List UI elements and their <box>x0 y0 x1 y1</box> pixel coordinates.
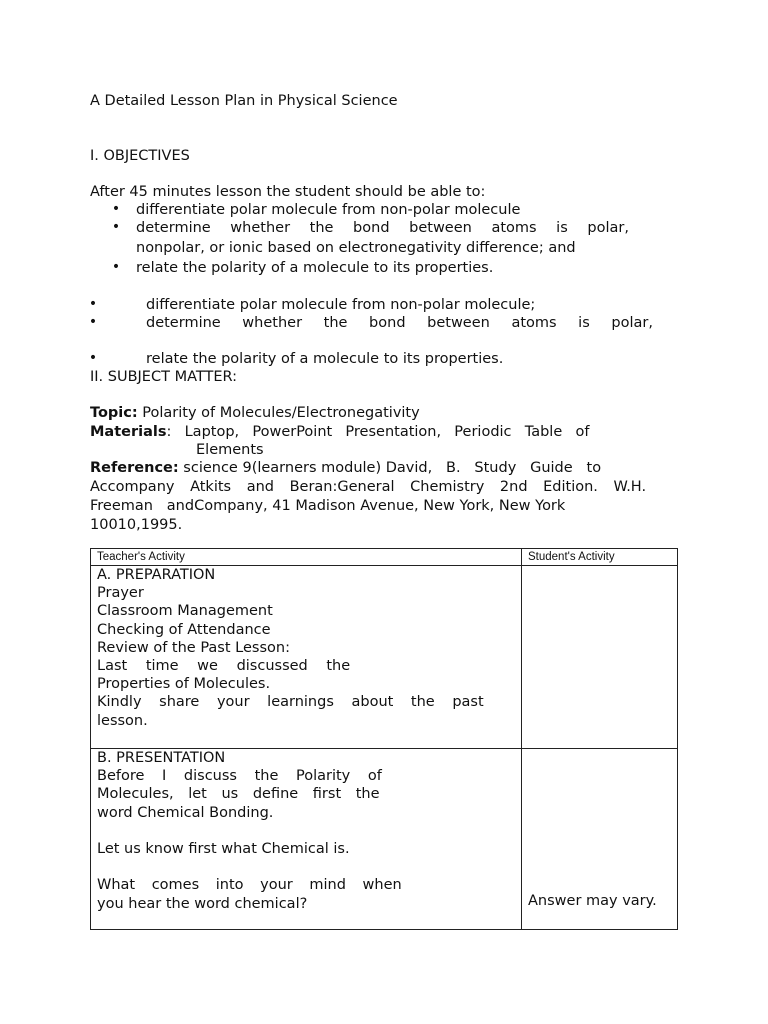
cell-line: Molecules, let us define first the <box>97 786 380 803</box>
reference-text: Accompany Atkits and Beran:General Chemistry 2nd Edition. W.H. <box>90 479 647 495</box>
subject-matter-heading: II. SUBJECT MATTER: <box>90 369 238 385</box>
document-title: A Detailed Lesson Plan in Physical Science <box>90 93 398 109</box>
teacher-activity-header: Teacher's Activity <box>91 549 522 566</box>
cell-line: Let us know first what Chemical is. <box>97 841 350 857</box>
objectives-intro: After 45 minutes lesson the student should be able to: <box>90 184 486 200</box>
cell-line: Checking of Attendance <box>97 621 271 638</box>
list-item: differentiate polar molecule from non-polar molecule; <box>146 297 536 313</box>
cell-line: Properties of Molecules. <box>97 676 271 693</box>
table-row <box>91 749 678 930</box>
reference-text: Freeman andCompany, 41 Madison Avenue, New York, New York <box>90 498 566 514</box>
materials-line <box>90 423 620 441</box>
cell-line: Before I discuss the Polarity of <box>97 768 382 785</box>
cell-line: What comes into your mind when <box>97 877 402 894</box>
reference-text: 10010,1995. <box>90 517 183 533</box>
presentation-student-cell <box>522 749 678 930</box>
bullet-icon: • <box>111 201 121 217</box>
materials-value-continued: Elements <box>196 442 264 458</box>
list-item: differentiate polar molecule from non-polar molecule <box>136 202 521 218</box>
cell-line: Prayer <box>97 585 144 602</box>
list-item <box>136 219 629 237</box>
table-row <box>91 566 678 749</box>
list-item: relate the polarity of a molecule to its properties. <box>136 260 494 276</box>
reference-text: science 9(learners module) David, B. Study Guide to <box>183 460 602 476</box>
preparation-cell <box>91 566 522 749</box>
cell-line: Review of the Past Lesson: <box>97 639 290 656</box>
presentation-heading: B. PRESENTATION <box>97 750 226 766</box>
table-header-row <box>91 549 678 566</box>
activity-table <box>90 548 678 930</box>
bullet-icon: • <box>88 314 98 330</box>
reference-label: Reference: <box>90 460 179 476</box>
cell-line: you hear the word chemical? <box>97 895 308 912</box>
objectives-heading: I. OBJECTIVES <box>90 148 190 164</box>
materials-label: Materials <box>90 424 167 440</box>
topic-value: Polarity of Molecules/Electronegativity <box>142 405 420 421</box>
cell-line: Classroom Management <box>97 603 273 620</box>
preparation-student-cell <box>522 566 678 749</box>
materials-value: : Laptop, PowerPoint Presentation, Periodic Table of <box>166 424 590 440</box>
bullet-icon: • <box>88 296 98 312</box>
list-item-line: determine whether the bond between atoms is polar, <box>136 220 629 236</box>
bullet-icon: • <box>88 350 98 366</box>
reference-line <box>90 459 601 477</box>
list-item: relate the polarity of a molecule to its properties. <box>146 351 504 367</box>
cell-line: word Chemical Bonding. <box>97 804 274 821</box>
student-answer: Answer may vary. <box>528 893 657 909</box>
presentation-cell <box>91 749 522 930</box>
preparation-heading: A. PREPARATION <box>97 567 216 583</box>
bullet-icon: • <box>111 219 121 235</box>
student-activity-header: Student's Activity <box>522 549 678 566</box>
cell-line: Last time we discussed the <box>97 658 351 675</box>
cell-line: lesson. <box>97 712 148 729</box>
topic-line <box>90 404 420 422</box>
bullet-icon: • <box>111 259 121 275</box>
cell-line: Kindly share your learnings about the past <box>97 694 484 711</box>
list-item: determine whether the bond between atoms is polar, <box>146 315 653 331</box>
topic-label: Topic: <box>90 405 138 421</box>
list-item-line: nonpolar, or ionic based on electronegativity difference; and <box>136 240 576 256</box>
